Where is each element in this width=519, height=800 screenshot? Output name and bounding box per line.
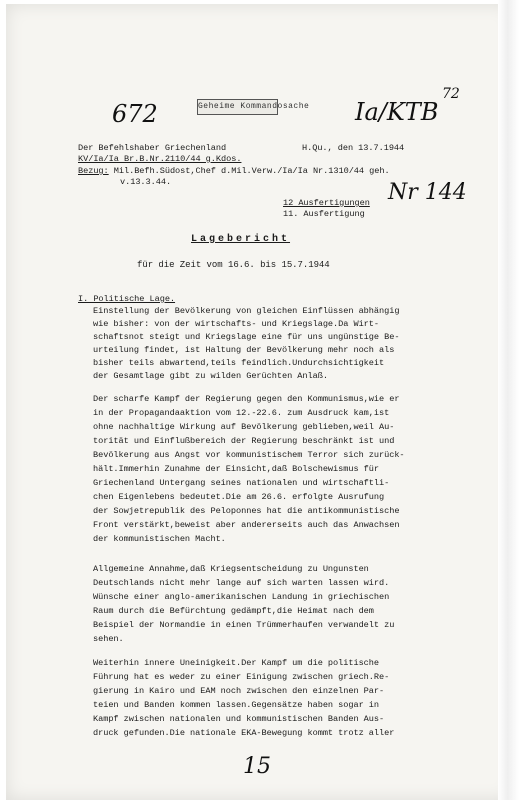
text-line: Front verstärkt,beweist aber andererseits auch das Anwachsen (93, 520, 400, 530)
text-line: ohne nachhaltige Wirkung auf Bevölkerung geblieben,weil Au- (93, 422, 395, 432)
text-line: in der Propagandaaktion vom 12.-22.6. zum Ausdruck kam,ist (93, 408, 390, 418)
text-line: der kommunistischen Macht. (93, 534, 226, 544)
text-line: wie bisher: von der wirtschafts- und Kriegslage.Da Wirt- (93, 319, 379, 329)
bezug-label: Bezug: (78, 166, 109, 176)
reference-number: KV/Ia/Ia Br.B.Nr.2110/44 g.Kdos. (78, 154, 242, 164)
text-line: chen Eigenlebens bedeutet.Die am 26.6. erfolgte Ausrufung (93, 492, 385, 502)
place-date: H.Qu., den 13.7.1944 (302, 143, 405, 153)
handwritten-file-mark: Ia/KTB (355, 98, 439, 126)
text-line: druck gefunden.Die nationale EKA-Bewegung kommt trotz aller (93, 728, 395, 738)
text-line: Beispiel der Normandie in einen Trümmerhaufen verwandelt zu (93, 620, 395, 630)
text-line: Einstellung der Bevölkerung von gleichen Einflüssen abhängig (93, 306, 400, 316)
text-line: Deutschlands nicht mehr lange auf sich warten lassen wird. (93, 578, 390, 588)
text-line: hält.Immerhin Zunahme der Einsicht,daß Bolschewismus für (93, 464, 379, 474)
text-line: der Sowjetrepublik des Peloponnes hat die antikommunistische (93, 506, 400, 516)
text-line: Raum durch die Befürchtung gedämpft,die Heimat nach dem (93, 606, 374, 616)
handwritten-page-bottom: 15 (243, 754, 271, 779)
page-edge (498, 0, 519, 800)
bezug-date: v.13.3.44. (120, 177, 172, 187)
handwritten-page-number: 72 (442, 86, 460, 102)
text-line: urteilung findet, ist Haltung der Bevölkerung mehr noch als (93, 345, 395, 355)
handwritten-number-top-left: 672 (112, 100, 158, 128)
copies-total: 12 Ausfertigungen (283, 198, 370, 208)
text-line: Weiterhin innere Uneinigkeit.Der Kampf um die politische (93, 658, 379, 668)
text-line: Wünsche einer anglo-amerikanischen Landung in griechischen (93, 592, 390, 602)
text-line: Griechenland Untergang seines nationalen und wirtschaftli- (93, 478, 390, 488)
handwritten-copy-number: Nr 144 (388, 180, 467, 205)
text-line: torität und Einflußbereich der Regierung beschränkt ist und (93, 436, 395, 446)
section-heading: I. Politische Lage. (78, 294, 176, 304)
text-line: Allgemeine Annahme,daß Kriegsentscheidung zu Ungunsten (93, 564, 369, 574)
text-line: schaftsnot steigt und Kriegslage eine für uns ungünstige Be- (93, 332, 400, 342)
text-line: Führung hat es weder zu einer Einigung zwischen griech.Re- (93, 672, 390, 682)
text-line: gierung in Kairo und EAM noch zwischen den einzelnen Par- (93, 686, 385, 696)
reference-label (78, 166, 390, 176)
text-line: Der scharfe Kampf der Regierung gegen den Kommunismus,wie er (93, 394, 400, 404)
text-line: Kampf zwischen nationalen und kommunistischen Banden Aus- (93, 714, 385, 724)
report-period: für die Zeit vom 16.6. bis 15.7.1944 (137, 260, 330, 270)
copy-number: 11. Ausfertigung (283, 209, 365, 219)
text-line: bisher teils abwartend,teils feindlich.Undurchsichtigkeit (93, 358, 385, 368)
text-line: Bevölkerung aus Angst vor kommunistischem Terror sich zurück- (93, 450, 405, 460)
bezug-text: Mil.Befh.Südost,Chef d.Mil.Verw./Ia/Ia Nr.1310/44 geh. (113, 166, 390, 176)
report-title: Lagebericht (191, 234, 291, 245)
text-line: der Gesamtlage gibt zu wilden Gerüchten Anlaß. (93, 371, 328, 381)
text-line: sehen. (93, 634, 124, 644)
secret-stamp: Geheime Kommandosache (197, 99, 278, 115)
text-line: teien und Banden kommen lassen.Gegensätze haben sogar in (93, 700, 379, 710)
sender: Der Befehlshaber Griechenland (78, 143, 227, 153)
